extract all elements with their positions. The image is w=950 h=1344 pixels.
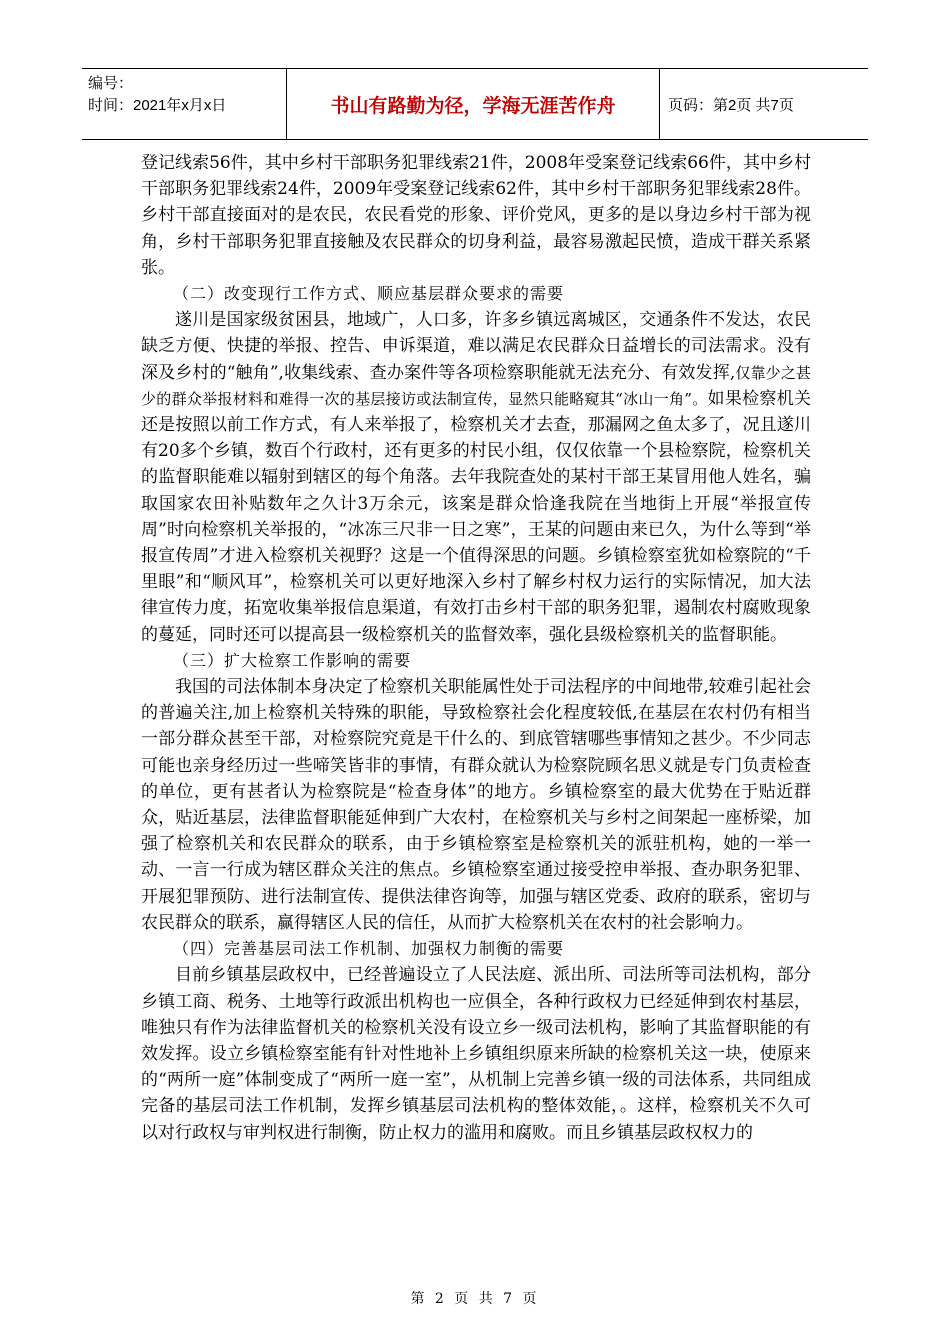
page-footer: 第 2 页 共 7 页 — [410, 1291, 540, 1307]
paragraph-small-text: 仅靠少之甚少的群众举报材料和难得一次的基层接访或法制宣传，显然只能略窥其“冰山一角”。 — [141, 363, 811, 408]
header-motto: 书山有路勤为径，学海无涯苦作舟 — [287, 69, 660, 139]
paragraph: 我国的司法体制本身决定了检察机关职能属性处于司法程序的中间地带,较难引起社会的普遍关注,加上检察机关特殊的职能，导致检察社会化程度较低,在基层在农村仍有相当一部分群众甚至干部，对检察院究竟是干什么的、到底管辖哪些事情知之甚少。不少同志可能也亲身经历过一些啼笑皆非的事情，有群众就认为检察院顾名思义就是专门负责检查的单位，更有甚者认为检察院是“检查身体”的地方。乡镇检察室的最大优势在于贴近群众，贴近基层，法律监督职能延伸到广大农村，在检察机关与乡村之间架起一座桥梁，加强了检察机关和农民群众的联系，由于乡镇检察室是检察机关的派驻机构，她的一举一动、一言一行成为辖区群众关注的焦点。乡镇检察室通过接受控申举报、查办职务犯罪、开展犯罪预防、进行法制宣传、提供法律咨询等，加强与辖区党委、政府的联系，密切与农民群众的联系，赢得辖区人民的信任，从而扩大检察机关在农村的社会影响力。 — [141, 677, 811, 933]
paragraph: 目前乡镇基层政权中，已经普遍设立了人民法庭、派出所、司法所等司法机构，部分乡镇工商、税务、土地等行政派出机构也一应俱全，各种行政权力已经延伸到农村基层，唯独只有作为法律监督机关的检察机关没有设立乡一级司法机构，影响了其监督职能的有效发挥。设立乡镇检察室能有针对性地补上乡镇组织原来所缺的检察机关这一块，使原来的“两所一庭”体制变成了“两所一庭一室”，从机制上完善乡镇一级的司法体系，共同组成完备的基层司法工作机制，发挥乡镇基层司法机构的整体效能，。这样，检察机关不久可以对行政权与审判权进行制衡，防止权力的滥用和腐败。而且乡镇基层政权权力的 — [141, 965, 811, 1143]
header-page-info: 页码：第2页 共7页 — [668, 96, 794, 114]
header-meta — [82, 69, 287, 139]
header-table — [82, 68, 868, 140]
paragraph: 登记线索56件，其中乡村干部职务犯罪线索21件，2008年受案登记线索66件，其中乡村干部职务犯罪线索24件，2009年受案登记线索62件，其中乡村干部职务犯罪线索28件。乡村干部直接面对的是农民，农民看党的形象、评价党风，更多的是以身边乡村干部为视角，乡村干部职务犯罪直接触及农民群众的切身利益，最容易激起民愤，造成干群关系紧张。 — [141, 153, 811, 278]
section-heading: （二）改变现行工作方式、顺应基层群众要求的需要 — [173, 284, 565, 304]
serial-label: 编号： — [88, 75, 134, 92]
section-heading: （四）完善基层司法工作机制、加强权力制衡的需要 — [173, 939, 565, 959]
time-label: 时间：2021年x月x日 — [88, 97, 227, 114]
paragraph — [141, 307, 811, 648]
paragraph-text: 遂川是国家级贫困县，地域广，人口多，许多乡镇远离城区，交通条件不发达，农民缺乏方便、快捷的举报、控告、申诉渠道，难以满足农民群众日益增长的司法需求。没有深及乡村的“触角”,收集线索、查办案件等各项检察职能就无法充分、有效发挥, — [141, 310, 811, 383]
document-body — [141, 150, 811, 1146]
paragraph-text: 如果检察机关还是按照以前工作方式，有人来举报了，检察机关才去查，那漏网之鱼太多了，况且遂川有20多个乡镇，数百个行政村，还有更多的村民小组，仅仅依靠一个县检察院，检察机关的监督职能难以辐射到辖区的每个角落。去年我院查处的某村干部王某冒用他人姓名，骗取国家农田补贴数年之久计3万余元，该案是群众恰逢我院在当地街上开展“举报宣传周”时向检察机关举报的，“冰冻三尺非一日之寒”，王某的问题由来已久，为什么等到“举报宣传周”才进入检察机关视野？这是一个值得深思的问题。乡镇检察室犹如检察院的“千里眼”和“顺风耳”，检察机关可以更好地深入乡村了解乡村权力运行的实际情况，加大法律宣传力度，拓宽收集举报信息渠道，有效打击乡村干部的职务犯罪，遏制农村腐败现象的蔓延，同时还可以提高县一级检察机关的监督效率，强化县级检察机关的监督职能。 — [141, 388, 812, 645]
section-heading: （三）扩大检察工作影响的需要 — [173, 650, 412, 670]
